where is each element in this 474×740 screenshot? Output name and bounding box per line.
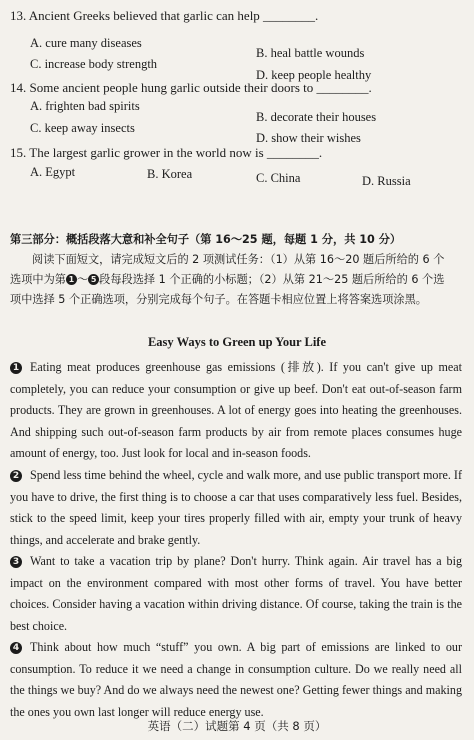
paragraph-number: 2 [10,470,22,482]
paragraph-text: Spend less time behind the wheel, cycle and walk more, and use public transport more. If you have to drive, the first thing is to choose a car that uses comparatively less fuel. Besides, stick to the speed limit, keep your tires properly filled with air, empty your trunk of heavy things, and accelerate and brake gently. [10,468,462,547]
paragraph-4 [10,637,462,723]
instruction-line-1: 阅读下面短文，请完成短文后的 2 项测试任务：（1）从第 16～20 题后所给的 6 个 [32,253,445,266]
paragraph-text: Think about how much “stuff” you own. A big part of emissions are linked to our consumption. To reduce it we need a change in consumption culture. Do we really need all the things we buy? And do we always need the newest one? Getting fewer things and making the ones you own last longer will reduce energy use. [10,640,462,719]
circled-number-5: 5 [88,274,99,285]
option-a: A. frighten bad spirits [30,99,140,113]
paragraph-3 [10,551,462,637]
option-b: B. Korea [147,167,193,181]
question-stem: Ancient Greeks believed that garlic can help ________. [28,8,319,23]
paragraph-2 [10,465,462,551]
paragraph-text: Want to take a vacation trip by plane? Don't hurry. Think again. Air travel has a big impact on the environment compared with most other forms of travel. You have better choices. Consider having a vacation within driving distance. Of course, taking the train is the best choice. [10,554,462,633]
question-14 [10,80,372,96]
article-title: Easy Ways to Green up Your Life [147,335,327,349]
paragraph-number: 4 [10,642,22,654]
question-number: 13. [10,8,27,23]
option-c: C. keep away insects [30,121,135,135]
option-a: A. cure many diseases [30,36,142,50]
option-c: C. increase body strength [30,57,158,71]
section-heading: 第三部分：概括段落大意和补全句子（第 16～25 题，每题 1 分，共 10 分） [10,233,402,246]
question-number: 15. [10,145,27,160]
paragraph-text: Eating meat produces greenhouse gas emissions (排放). If you can't give up meat completely, you can reduce your consumption or give up beef. Don't eat out-of-season farm products. They are grown in greenhouses. A lot of energy goes into heating the greenhouses. And shipping such out-of-season farm products by air from remote places consumes huge amount of energy, too. Just look for local and in-season foods. [10,360,462,460]
question-stem: Some ancient people hung garlic outside their doors to ________. [29,80,372,95]
option-b: B. decorate their houses [256,110,377,124]
instruction-line-2: 选项中为第 1 ～ 5 段每段选择 1 个正确的小标题；（2）从第 21～25 题后所给的 6 个选 [10,273,445,286]
question-stem: The largest garlic grower in the world now is ________. [29,145,323,160]
option-a: A. Egypt [30,165,76,179]
paragraph-1 [10,357,462,465]
circled-number-1: 1 [66,274,77,285]
option-d: D. Russia [362,174,411,188]
question-13 [10,8,318,24]
question-15 [10,145,322,161]
page-footer: 英语（二）试题第 4 页（共 8 页） [147,719,327,733]
option-d: D. show their wishes [256,131,361,145]
option-d: D. keep people healthy [256,68,372,82]
paragraph-number: 1 [10,362,22,374]
option-c: C. China [256,171,301,185]
question-number: 14. [10,80,27,95]
instruction-line-3: 项中选择 5 个正确选项，分别完成每个句子。在答题卡相应位置上将答案选项涂黑。 [10,293,427,306]
option-b: B. heal battle wounds [256,46,365,60]
paragraph-number: 3 [10,556,22,568]
